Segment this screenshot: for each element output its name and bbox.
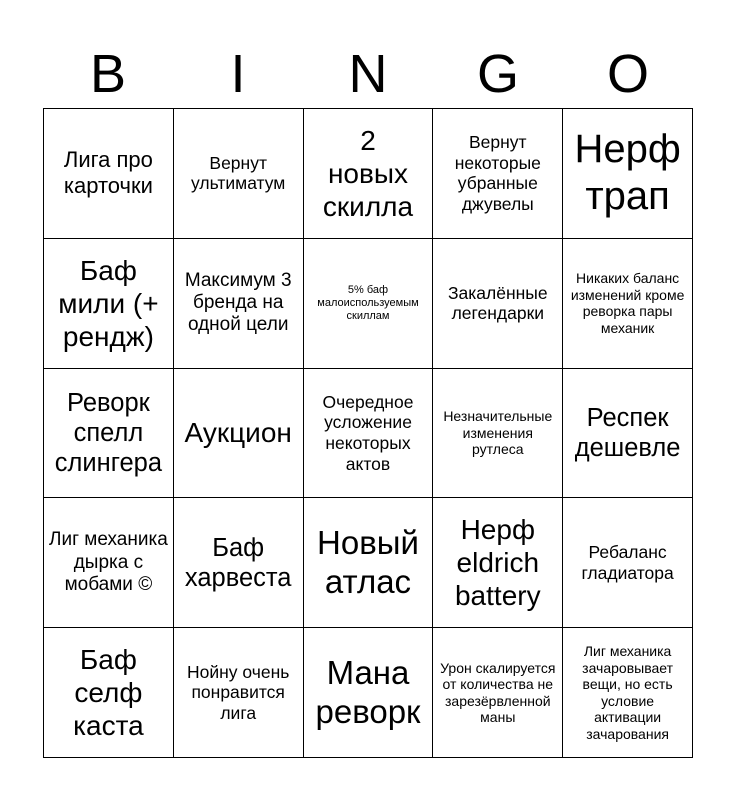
- header-letter-o: O: [606, 44, 649, 104]
- cell-text: Вернут некоторые убранные джувелы: [454, 132, 541, 215]
- cell-text: Аукцион: [184, 417, 292, 449]
- header-letter-g: G: [476, 44, 519, 104]
- cell-text: Вернут ультиматум: [191, 152, 286, 194]
- bingo-cell[interactable]: [44, 109, 174, 239]
- bingo-grid: [43, 108, 693, 758]
- bingo-cell[interactable]: [44, 369, 174, 499]
- bingo-cell[interactable]: [304, 239, 434, 369]
- bingo-cell[interactable]: [433, 369, 563, 499]
- bingo-cell[interactable]: [563, 628, 693, 758]
- bingo-cell[interactable]: [174, 239, 304, 369]
- cell-text: Нерф eldrich battery: [454, 514, 541, 612]
- bingo-cell[interactable]: [433, 498, 563, 628]
- bingo-cell[interactable]: [174, 498, 304, 628]
- header-letter-b: B: [89, 44, 127, 104]
- header-letter-n: N: [348, 44, 388, 104]
- bingo-cell[interactable]: [174, 369, 304, 499]
- cell-text: Лиг механика зачаровывает вещи, но есть условие активации зачарования: [582, 643, 674, 742]
- bingo-header: [43, 40, 693, 108]
- bingo-cell[interactable]: [433, 628, 563, 758]
- cell-text: Баф селф каста: [73, 644, 144, 742]
- cell-text: Урон скалируется от количества не зарезёрвленной маны: [440, 659, 556, 726]
- cell-text: Максимум 3 бренда на одной цели: [184, 269, 292, 336]
- bingo-cell[interactable]: [44, 628, 174, 758]
- cell-text: Лига про карточки: [63, 147, 153, 199]
- bingo-cell[interactable]: [563, 369, 693, 499]
- bingo-cell[interactable]: [563, 109, 693, 239]
- bingo-cell[interactable]: [174, 109, 304, 239]
- cell-text: Нойну очень понравится лига: [186, 661, 290, 723]
- bingo-cell[interactable]: [174, 628, 304, 758]
- bingo-cell[interactable]: [304, 498, 434, 628]
- cell-text: Мана реворк: [315, 653, 421, 730]
- bingo-cell[interactable]: [433, 239, 563, 369]
- cell-text: Очередное усложение некоторых актов: [322, 391, 414, 474]
- cell-text: Нерф трап: [574, 127, 681, 219]
- bingo-cell[interactable]: [563, 239, 693, 369]
- cell-text: Реворк спелл слингера: [54, 388, 163, 478]
- cell-text: Респек дешевле: [574, 403, 681, 462]
- cell-text: Ребаланс гладиатора: [581, 542, 674, 583]
- cell-text: Лиг механика дырка с мобами ©: [49, 529, 168, 595]
- bingo-cell[interactable]: [304, 628, 434, 758]
- cell-text: Незначительные изменения рутлеса: [443, 408, 553, 458]
- bingo-cell[interactable]: [304, 109, 434, 239]
- cell-text: 2 новых скилла: [322, 124, 414, 222]
- bingo-cell[interactable]: [44, 498, 174, 628]
- bingo-cell[interactable]: [304, 369, 434, 499]
- cell-text: 5% баф малоиспользуемым скиллам: [317, 283, 419, 322]
- bingo-cell[interactable]: [563, 498, 693, 628]
- header-letter-i: I: [230, 44, 246, 104]
- bingo-cell[interactable]: [44, 239, 174, 369]
- cell-text: Закалённые легендарки: [447, 282, 548, 324]
- cell-text: Новый атлас: [317, 523, 419, 600]
- cell-text: Баф харвеста: [184, 533, 292, 592]
- cell-text: Никаких баланс изменений кроме реворка пары механик: [570, 270, 685, 336]
- cell-text: Баф мили (+ рендж): [58, 254, 159, 352]
- bingo-cell[interactable]: [433, 109, 563, 239]
